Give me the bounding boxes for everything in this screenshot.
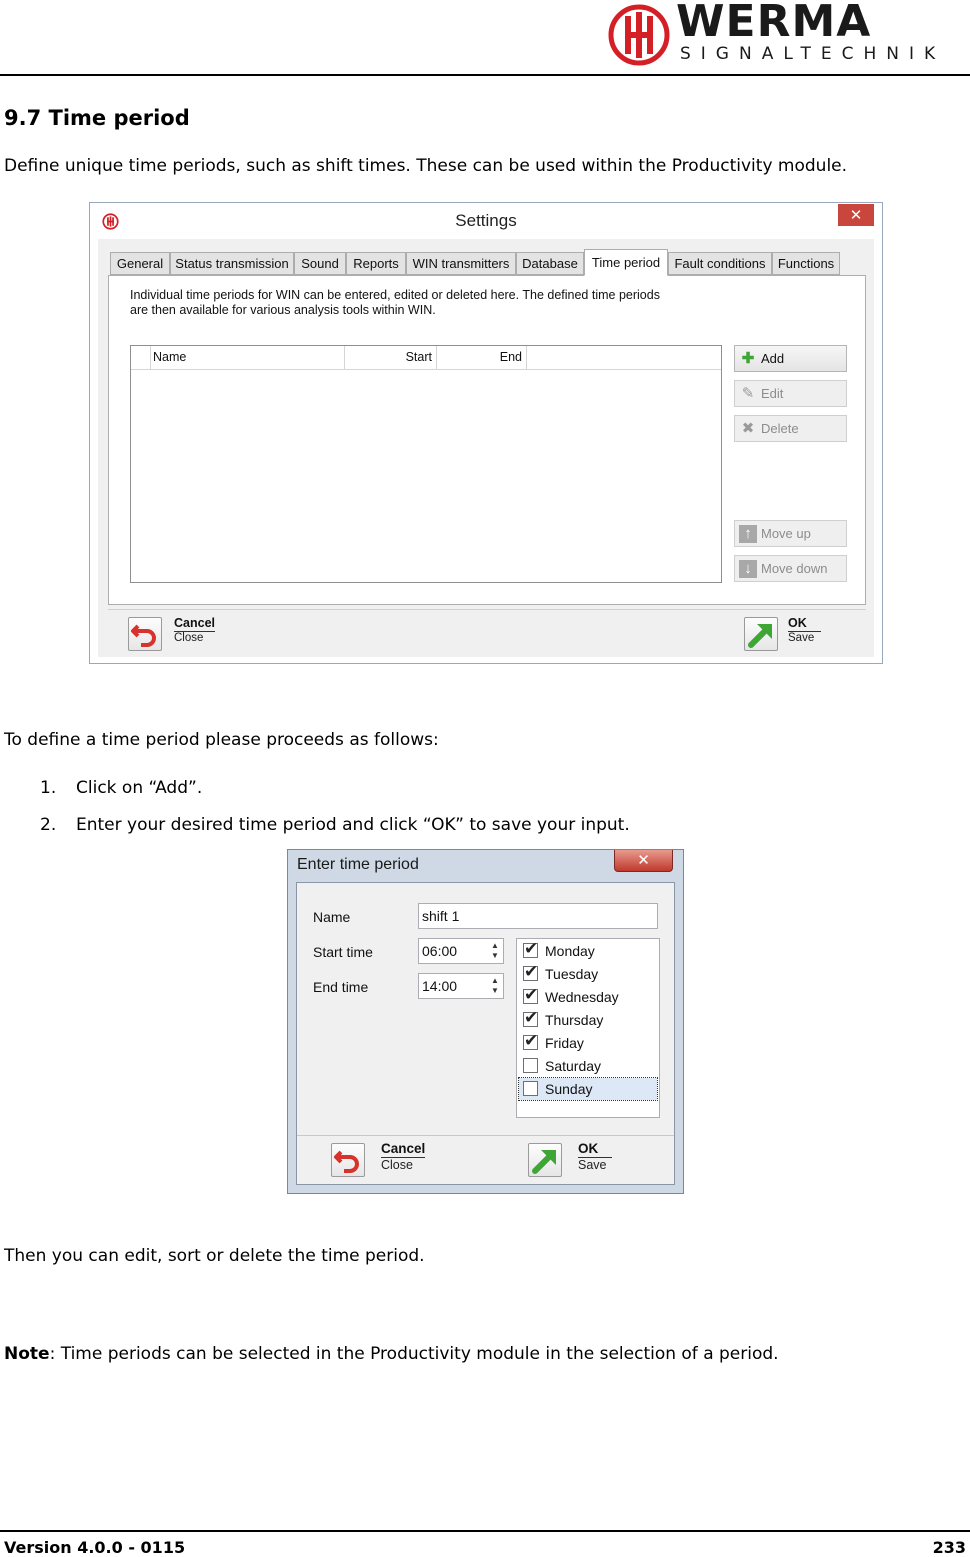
delete-x-icon: ✖ (741, 420, 755, 437)
column-header-filler (527, 346, 721, 370)
checkbox-checked-icon[interactable]: ✔ (524, 962, 539, 981)
after-text: Then you can edit, sort or delete the time period. (4, 1246, 425, 1266)
section-intro: Define unique time periods, such as shift times. These can be used within the Productivity module. (4, 156, 848, 176)
footer-version: Version 4.0.0 - 0115 (4, 1538, 186, 1557)
dialog-title: Enter time period (297, 856, 419, 873)
move-down-button[interactable] (734, 555, 847, 582)
day-saturday[interactable] (519, 1055, 657, 1077)
plus-icon: ✚ (741, 350, 755, 367)
list-header-select (131, 346, 151, 370)
step-number: 2. (40, 815, 57, 835)
ok-text[interactable] (788, 616, 821, 644)
tab-fault-conditions[interactable]: Fault conditions (668, 252, 772, 275)
note-text: : Time periods can be selected in the Productivity module in the selection of a period. (49, 1344, 779, 1364)
checkbox-checked-icon[interactable]: ✔ (524, 939, 539, 958)
ok-subtitle: Save (578, 1158, 607, 1172)
description-line: Individual time periods for WIN can be entered, edited or deleted here. The defined time periods (130, 288, 660, 302)
move-up-button[interactable] (734, 520, 847, 547)
time-period-dialog (287, 849, 684, 1194)
undo-arrow-icon (129, 618, 161, 650)
footer-divider (297, 1135, 674, 1136)
tab-general[interactable]: General (110, 252, 170, 275)
procedure-intro: To define a time period please proceeds as follows: (4, 730, 439, 750)
close-icon[interactable]: ✕ (614, 850, 673, 872)
cancel-button[interactable] (331, 1143, 365, 1177)
tab-status-transmission[interactable]: Status transmission (170, 252, 294, 275)
note-label: Note (4, 1344, 50, 1364)
section-title: 9.7 Time period (4, 106, 190, 130)
step-item (40, 815, 630, 835)
day-tuesday[interactable] (519, 963, 657, 985)
day-thursday[interactable] (519, 1009, 657, 1031)
ok-button[interactable] (744, 617, 778, 651)
start-time-value: 06:00 (422, 943, 458, 959)
tab-database[interactable]: Database (516, 252, 584, 275)
day-label: Monday (545, 943, 595, 959)
day-label: Saturday (545, 1058, 602, 1074)
delete-button[interactable] (734, 415, 847, 442)
tab-sound[interactable]: Sound (294, 252, 346, 275)
settings-title: Settings (455, 211, 517, 230)
add-button[interactable] (734, 345, 847, 372)
arrow-down-icon: ↓ (739, 560, 757, 578)
checkbox-checked-icon[interactable]: ✔ (524, 1008, 539, 1027)
tab-time-period[interactable]: Time period (584, 249, 668, 276)
weekday-list (516, 938, 660, 1118)
spinner-arrows-icon[interactable]: ▲ ▼ (491, 941, 499, 960)
day-label: Tuesday (545, 966, 599, 982)
end-time-value: 14:00 (422, 978, 458, 994)
ok-subtitle: Save (788, 632, 815, 644)
step-text: Click on “Add”. (76, 778, 203, 798)
checkbox-checked-icon[interactable]: ✔ (524, 1031, 539, 1050)
settings-window (89, 202, 883, 664)
edit-label: Edit (761, 386, 784, 401)
header-divider (0, 74, 970, 76)
footer-rule (0, 1530, 970, 1532)
ok-title: OK (578, 1141, 612, 1158)
day-friday[interactable] (519, 1032, 657, 1054)
footer-divider (108, 609, 866, 610)
brand-tagline: SIGNALTECHNIK (680, 44, 946, 64)
cancel-button[interactable] (128, 617, 162, 651)
werma-logo-icon (608, 4, 670, 66)
column-header-name[interactable]: Name (151, 346, 345, 370)
move-down-label: Move down (761, 561, 828, 576)
cancel-text[interactable] (381, 1141, 425, 1172)
spinner-arrows-icon[interactable]: ▲ ▼ (491, 976, 499, 995)
ok-button[interactable] (528, 1143, 562, 1177)
undo-arrow-icon (332, 1144, 364, 1176)
dialog-body (296, 882, 675, 1185)
name-label: Name (313, 909, 351, 925)
day-wednesday[interactable] (519, 986, 657, 1008)
add-label: Add (761, 351, 785, 366)
arrow-up-icon: ↑ (739, 525, 757, 543)
checkbox-unchecked-icon[interactable] (523, 1058, 538, 1073)
checkbox-checked-icon[interactable]: ✔ (524, 985, 539, 1004)
tab-description (130, 288, 730, 318)
move-up-label: Move up (761, 526, 811, 541)
tab-win-transmitters[interactable]: WIN transmitters (406, 252, 516, 275)
cancel-title: Cancel (174, 616, 215, 630)
step-text: Enter your desired time period and click “OK” to save your input. (76, 815, 630, 835)
tab-reports[interactable]: Reports (346, 252, 406, 275)
end-time-field[interactable] (418, 973, 504, 999)
day-monday[interactable] (519, 940, 657, 962)
description-line: are then available for various analysis tools within WIN. (130, 303, 436, 317)
day-label: Friday (545, 1035, 584, 1051)
column-header-start[interactable]: Start (345, 346, 437, 370)
pencil-icon: ✎ (741, 385, 755, 402)
name-field[interactable]: shift 1 (418, 903, 658, 929)
end-time-label: End time (313, 979, 369, 995)
note-paragraph (4, 1344, 779, 1364)
tab-functions[interactable]: Functions (772, 252, 840, 275)
day-label: Wednesday (545, 989, 619, 1005)
time-period-list[interactable] (130, 345, 722, 583)
ok-title: OK (788, 616, 821, 632)
step-item (40, 778, 202, 798)
cancel-text[interactable] (174, 616, 215, 644)
cancel-title: Cancel (381, 1141, 426, 1156)
cancel-subtitle: Close (174, 632, 204, 644)
cancel-subtitle: Close (381, 1158, 413, 1172)
ok-arrow-icon (745, 618, 777, 650)
ok-arrow-icon (529, 1144, 561, 1176)
page-number: 233 (932, 1538, 966, 1557)
checkbox-unchecked-icon[interactable] (523, 1081, 538, 1096)
day-label: Thursday (545, 1012, 604, 1028)
start-time-label: Start time (313, 944, 373, 960)
ok-text[interactable] (578, 1141, 612, 1172)
start-time-field[interactable] (418, 938, 504, 964)
day-label: Sunday (545, 1081, 593, 1097)
brand-name: WERMA (676, 0, 872, 47)
day-sunday[interactable] (519, 1078, 657, 1100)
column-header-end[interactable]: End (437, 346, 527, 370)
close-icon[interactable]: ✕ (838, 204, 874, 226)
delete-label: Delete (761, 421, 799, 436)
edit-button[interactable] (734, 380, 847, 407)
step-number: 1. (40, 778, 57, 798)
